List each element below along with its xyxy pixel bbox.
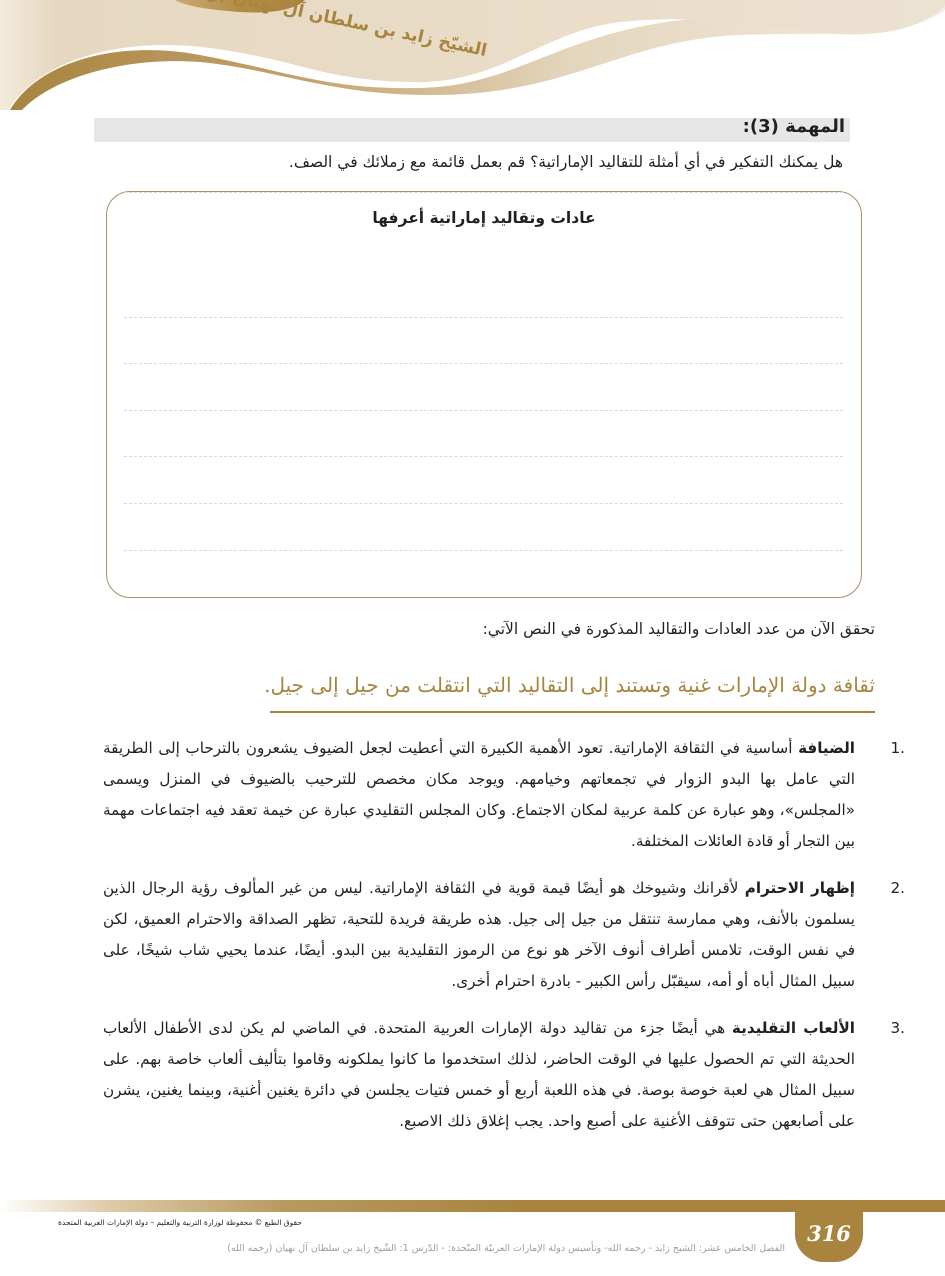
page-number: 316 <box>807 1221 851 1246</box>
list-item-term: الألعاب التقليدية <box>731 1019 855 1037</box>
list-item-term: الضيافة <box>798 739 855 757</box>
list-item-number: 1. <box>890 739 905 757</box>
task-title: المهمة (3): <box>742 116 845 137</box>
answer-line[interactable] <box>124 192 843 193</box>
list-item-text: أساسية في الثقافة الإماراتية. تعود الأهمية الكبيرة التي أعطيت لجعل الضيوف يشعرون بالترحاب إلى الطريقة التي عامل بها البدو الزوار في تجمعاتهم وخيامهم. ويوجد مكان مخصص للترحيب بالضيوف في المنزل ويسمى «المجلس»، وهو عبارة عن كلمة عربية لمكان الاجتماع. وكان المجلس التقليدي عبارة عن خيمة تعقد فيه اجتماعات مهمة بين التجار أو قادة العائلات المختلفة. <box>103 739 855 850</box>
answer-box-title: عادات وتقاليد إماراتية أعرفها <box>372 209 596 227</box>
answer-line[interactable] <box>124 363 843 364</box>
answer-line[interactable] <box>124 410 843 411</box>
breadcrumb: الفصل الخامس عشر: الشيخ زايد - رحمه الله- وتأسيس دولة الإمارات العربيّة المتّحدة: - الدّرس 1: الشّيخ زايد بن سلطان آل نهيان (رحمه الله) <box>227 1243 785 1254</box>
section-headline: ثقافة دولة الإمارات غنية وتستند إلى التقاليد التي انتقلت من جيل إلى جيل. <box>264 673 875 697</box>
answer-box <box>106 191 862 598</box>
list-item-term: إظهار الاحترام <box>744 879 856 897</box>
list-item <box>103 1013 905 1137</box>
copyright-text: حقوق الطبع © محفوظة لوزارة التربية والتعليم – دولة الإمارات العربية المتحدة <box>58 1218 302 1227</box>
answer-line[interactable] <box>124 503 843 504</box>
list-item <box>103 733 905 857</box>
headline-underline <box>270 711 875 713</box>
answer-line[interactable] <box>124 550 843 551</box>
instruction-text: تحقق الآن من عدد العادات والتقاليد المذكورة في النص الآتي: <box>482 620 875 638</box>
list-item-text: هي أيضًا جزء من تقاليد دولة الإمارات العربية المتحدة. في الماضي لم يكن لدى الأطفال الألعاب الحديثة التي تم الحصول عليها في الوقت الحاضر، لذلك استخدموا ما كانوا يملكونه وقاموا بتأليف ألعاب خاصة بهم. على سبيل المثال هي لعبة خوصة بوصة. في هذه اللعبة أربع أو خمس فتيات يجلسن في دائرة يغنين أغنية، وبينما يغنين، يشرن على أصابعهن حتى تتوقف الأغنية على أصبع واحد. يجب إغلاق ذلك الاصبع. <box>103 1019 855 1130</box>
list-item <box>103 873 905 997</box>
list-item-number: 2. <box>890 879 905 897</box>
page-number-tab <box>795 1205 863 1262</box>
list-item-text: لأقرانك وشيوخك هو أيضًا قيمة قوية في الثقافة الإماراتية. ليس من غير المألوف رؤية الرجال الذين يسلمون بالأنف، وهي ممارسة تنتقل من جيل إلى جيل. هذه طريقة فريدة للتحية، تظهر الصداقة والاحترام العميق، لكن في نفس الوقت، تلامس أطراف أنوف الآخر هو نوع من الرموز التقليدية بين البدو. أيضًا، عندما يحيي شاب شيخًا، على سبيل المثال أباه أو أمه، سيقبّل رأس الكبير - بادرة احترام أخرى. <box>103 879 855 990</box>
answer-line[interactable] <box>124 317 843 318</box>
paragraph-list <box>103 733 905 1153</box>
task-question: هل يمكنك التفكير في أي أمثلة للتقاليد الإماراتية؟ قم بعمل قائمة مع زملائك في الصف. <box>288 153 843 171</box>
answer-line[interactable] <box>124 456 843 457</box>
list-item-number: 3. <box>890 1019 905 1037</box>
task-heading-bar <box>94 118 850 142</box>
